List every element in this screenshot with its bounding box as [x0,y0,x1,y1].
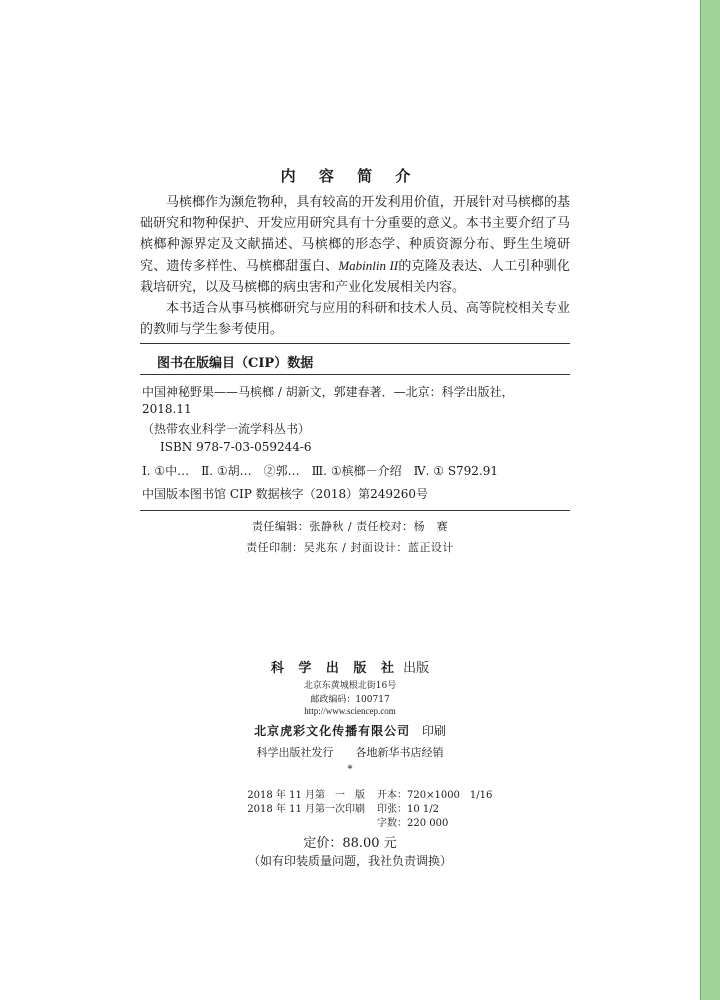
editors-line-1: 责任编辑：张静秋 / 责任校对：杨 赛 [251,520,449,533]
summary-paragraph-1-part-a: 马槟榔作为濒危物种，具有较高的开发利用价值，开展针对马槟榔的基础研究和物种保护、开发应用研究具有十分重要的意义。本书主要介绍了马槟榔种源界定及文献描述、马槟榔的形态学、种质资源分布、野生生境研究、遗传多样性、马槟榔甜蛋白、 [140,195,570,274]
cip-record-number: 中国版本图书馆 CIP 数据核字（2018）第249260号 [142,487,428,501]
price: 定价：88.00 元 [303,836,397,851]
edition-date: 2018 年 11 月第 一 版 [247,790,365,801]
printer-role: 印刷 [421,724,446,738]
publisher-address: 北京东黄城根北街16号 [303,681,397,691]
publisher-role: 出版 [403,661,430,676]
divider-top [140,343,570,344]
print-row-1 [180,786,520,801]
publisher-url: http://www.sciencep.com [304,706,396,716]
publisher-name-logo: 科 学 出 版 社 [270,661,399,676]
summary-paragraph-1-part-b: 的克隆及表达、人工引种驯化栽培研究，以及马槟榔的病虫害和产业化发展相关内容。 [140,259,570,295]
publisher-postcode: 邮政编码：100717 [310,695,390,705]
quality-notice: （如有印装质量问题，我社负责调换） [247,854,452,868]
print-date: 2018 年 11 月第一次印刷 [247,804,365,815]
summary-paragraph-1 [140,192,570,298]
printer-line [0,722,700,739]
page-edge-green-bar [700,0,720,1000]
printer-name: 北京虎彩文化传播有限公司 [254,724,411,738]
summary-text [140,192,570,340]
summary-title: 内 容 简 介 [280,167,420,185]
cip-classification: Ⅰ. ①中… Ⅱ. ①胡… ②郭… Ⅲ. ①槟榔－介绍 Ⅳ. ① S792.91 [142,464,499,478]
separator-star: * [347,764,353,775]
divider-bottom [140,510,570,511]
summary-paragraph-2: 本书适合从事马槟榔研究与应用的科研和技术人员、高等院校相关专业的教师与学生参考使用。 [140,301,570,337]
editors-line-2: 责任印制：吴兆东 / 封面设计：蓝正设计 [246,541,454,554]
cip-line-3: （热带农业科学一流学科丛书） [142,422,311,436]
cip-line-1: 中国神秘野果——马槟榔 / 胡新文，郭建春著．—北京：科学出版社， [142,385,514,399]
print-sheets: 印张：10 1/2 [377,804,439,815]
book-format: 开本：720×1000 1/16 [377,790,493,801]
word-count: 字数：220 000 [377,818,449,829]
print-row-2 [180,800,520,815]
summary-latin-term: Mabinlin II [338,258,399,273]
print-row-3 [180,814,520,829]
cip-heading: 图书在版编目（CIP）数据 [157,356,314,371]
divider-cip [140,374,570,375]
cip-isbn: ISBN 978-7-03-059244-6 [160,440,312,454]
distribution-line: 科学出版社发行 各地新华书店经销 [256,746,444,759]
cip-line-2: 2018.11 [142,402,192,416]
publisher-line [0,657,700,676]
